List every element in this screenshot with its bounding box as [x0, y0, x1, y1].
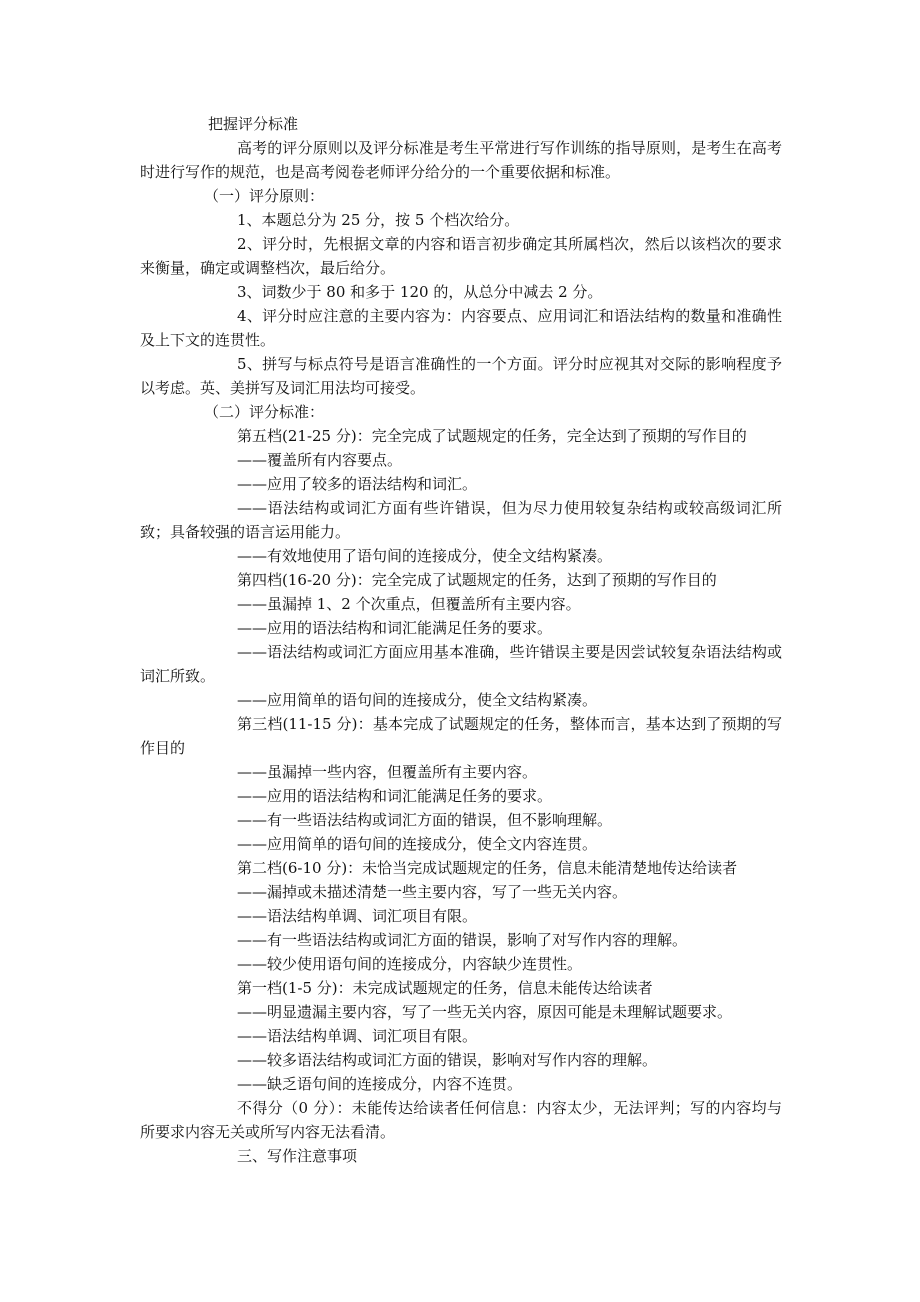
level-title: 第四档(16-20 分)：完全完成了试题规定的任务，达到了预期的写作目的	[237, 571, 717, 589]
level-title: 第三档(11-15 分)：基本完成了试题规定的任务，整体而言，基本达到了预期的写作目的	[140, 715, 782, 757]
level-point: ——应用简单的语句间的连接成分，使全文结构紧凑。	[237, 691, 598, 709]
level-point: ——应用的语法结构和词汇能满足任务的要求。	[237, 619, 553, 637]
level-point: ——语法结构或词汇方面有些许错误，但为尽力使用较复杂结构或较高级词汇所致；具备较强的语言运用能力。	[140, 499, 782, 541]
level-point: ——虽漏掉一些内容，但覆盖所有主要内容。	[237, 763, 538, 781]
level-point: ——语法结构单调、词汇项目有限。	[237, 907, 478, 925]
level-point: ——应用简单的语句间的连接成分，使全文内容连贯。	[237, 835, 598, 853]
principle-item: 5、拼写与标点符号是语言准确性的一个方面。评分时应视其对交际的影响程度予以考虑。英、美拼写及词汇用法均可接受。	[140, 355, 782, 397]
level-title: 第五档(21-25 分)：完全完成了试题规定的任务，完全达到了预期的写作目的	[237, 427, 747, 445]
level-point: ——语法结构单调、词汇项目有限。	[237, 1027, 478, 1045]
level-point: ——明显遗漏主要内容，写了一些无关内容，原因可能是未理解试题要求。	[237, 1003, 733, 1021]
level-point: ——较多语法结构或词汇方面的错误，影响对写作内容的理解。	[237, 1051, 658, 1069]
standards-heading: （二）评分标准：	[204, 403, 325, 421]
zero-score-rule: 不得分（0 分）：未能传达给读者任何信息：内容太少，无法评判；写的内容均与所要求内容无关或所写内容无法看清。	[140, 1099, 782, 1141]
level-point: ——漏掉或未描述清楚一些主要内容，写了一些无关内容。	[237, 883, 628, 901]
level-point: ——虽漏掉 1、2 个次重点，但覆盖所有主要内容。	[237, 595, 581, 613]
principle-item: 1、本题总分为 25 分，按 5 个档次给分。	[237, 211, 520, 229]
principle-item: 3、词数少于 80 和多于 120 的，从总分中减去 2 分。	[237, 283, 603, 301]
level-title: 第一档(1-5 分)：未完成试题规定的任务，信息未能传达给读者	[237, 979, 653, 997]
level-point: ——应用了较多的语法结构和词汇。	[237, 475, 478, 493]
level-point: ——有一些语法结构或词汇方面的错误，但不影响理解。	[237, 811, 613, 829]
level-point: ——应用的语法结构和词汇能满足任务的要求。	[237, 787, 553, 805]
level-point: ——较少使用语句间的连接成分，内容缺少连贯性。	[237, 955, 583, 973]
level-point: ——语法结构或词汇方面应用基本准确，些许错误主要是因尝试较复杂语法结构或词汇所致。	[140, 643, 782, 685]
level-point: ——覆盖所有内容要点。	[237, 451, 403, 469]
level-point: ——有效地使用了语句间的连接成分，使全文结构紧凑。	[237, 547, 613, 565]
intro-paragraph: 高考的评分原则以及评分标准是考生平常进行写作训练的指导原则，是考生在高考时进行写作的规范，也是高考阅卷老师评分给分的一个重要依据和标准。	[140, 139, 782, 181]
principle-item: 4、评分时应注意的主要内容为：内容要点、应用词汇和语法结构的数量和准确性及上下文的连贯性。	[140, 307, 782, 349]
level-title: 第二档(6-10 分)：未恰当完成试题规定的任务，信息未能清楚地传达给读者	[237, 859, 738, 877]
section-three-heading: 三、写作注意事项	[237, 1147, 358, 1165]
principles-heading: （一）评分原则：	[204, 187, 325, 205]
principle-item: 2、评分时，先根据文章的内容和语言初步确定其所属档次，然后以该档次的要求来衡量，确定或调整档次，最后给分。	[140, 235, 782, 277]
level-point: ——缺乏语句间的连接成分，内容不连贯。	[237, 1075, 523, 1093]
document-body	[140, 112, 782, 1168]
document-title: 把握评分标准	[208, 115, 299, 133]
level-point: ——有一些语法结构或词汇方面的错误，影响了对写作内容的理解。	[237, 931, 688, 949]
